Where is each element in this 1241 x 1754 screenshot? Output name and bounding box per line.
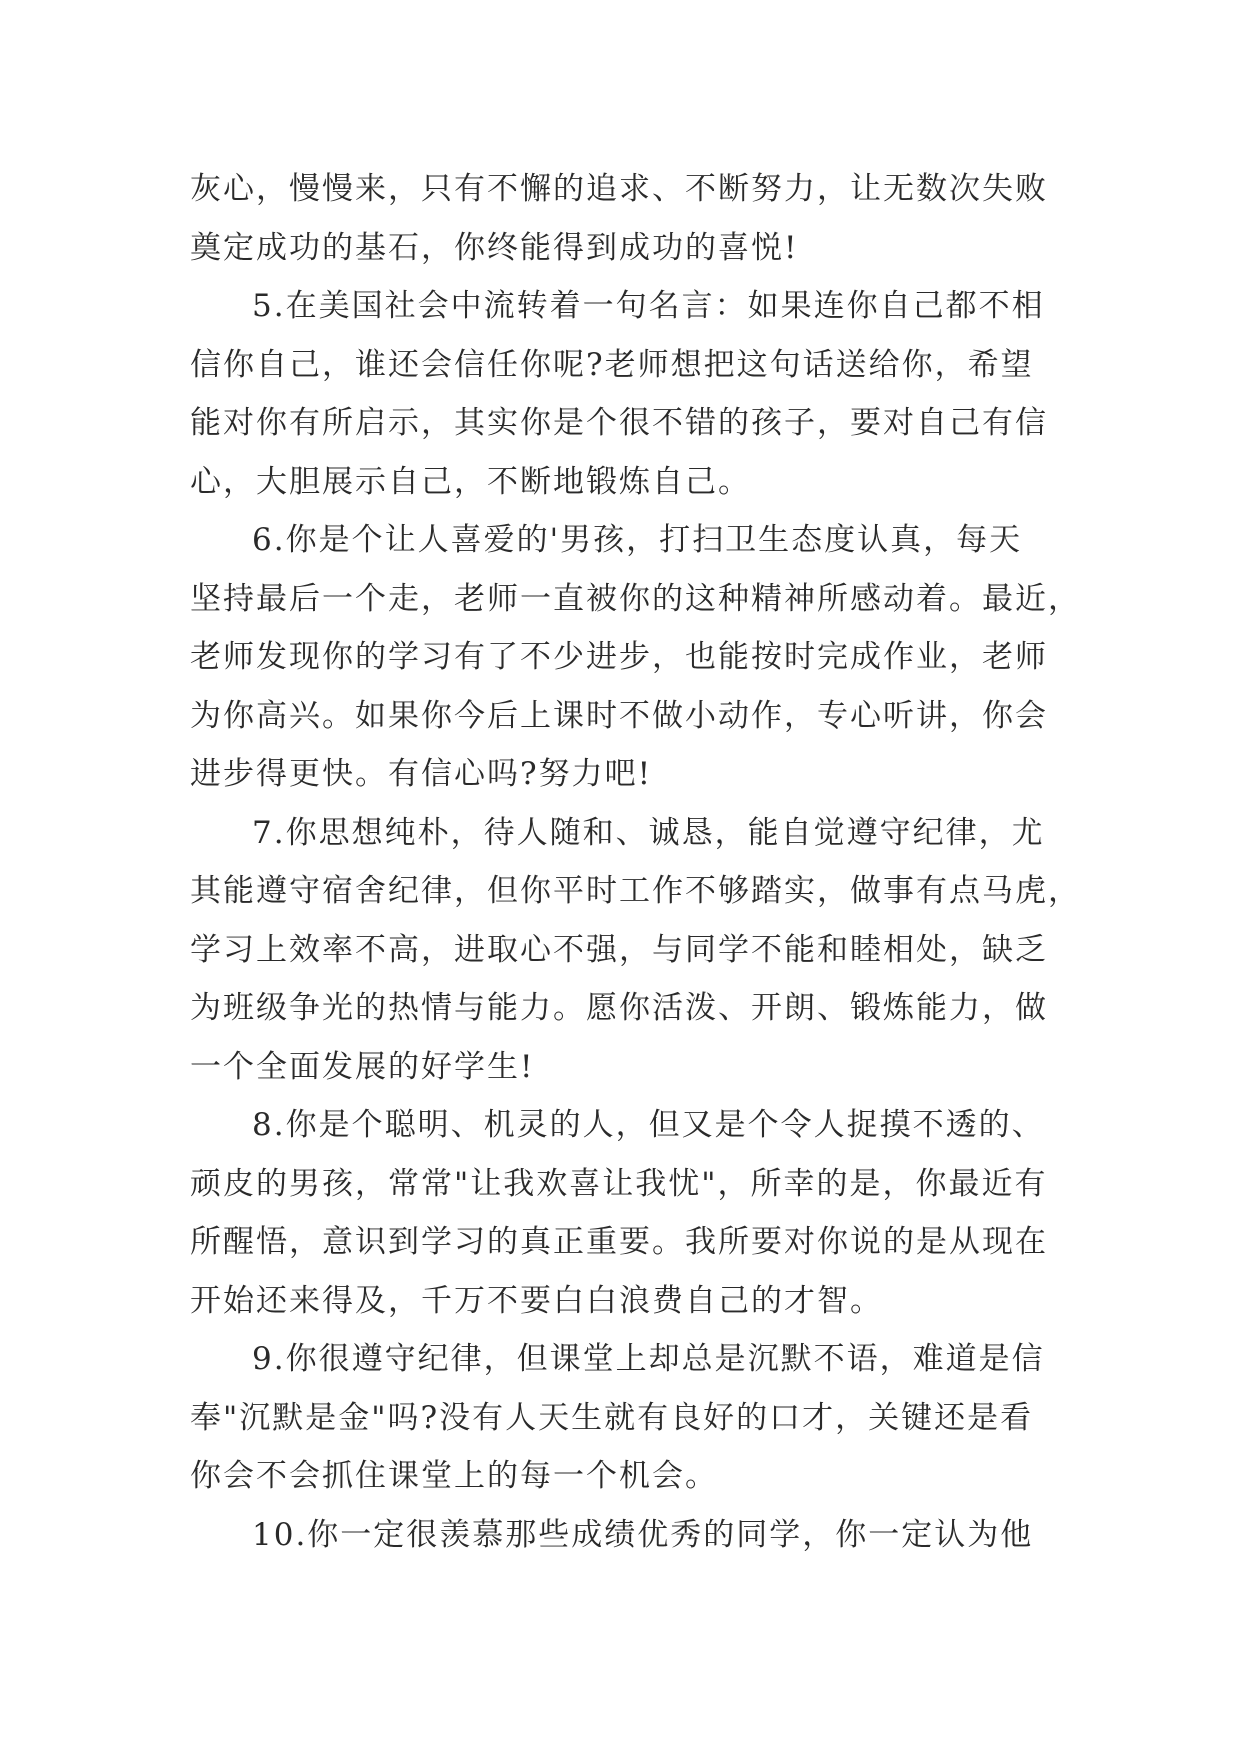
text-line: 能对你有所启示，其实你是个很不错的孩子，要对自己有信 xyxy=(190,405,1048,441)
text-line: 顽皮的男孩，常常"让我欢喜让我忧"，所幸的是，你最近有 xyxy=(190,1165,1048,1202)
text-line: 为班级争光的热情与能力。愿你活泼、开朗、锻炼能力，做 xyxy=(190,990,1048,1026)
text-line: 其能遵守宿舍纪律，但你平时工作不够踏实，做事有点马虎， xyxy=(190,873,1081,909)
document-body xyxy=(190,160,1081,1564)
text-line: 一个全面发展的好学生! xyxy=(190,1048,535,1085)
paragraph-start-line: 10.你一定很羡慕那些成绩优秀的同学，你一定认为他 xyxy=(252,1516,1034,1553)
text-line: 坚持最后一个走，老师一直被你的这种精神所感动着。最近， xyxy=(190,580,1081,617)
paragraph-start-line: 6.你是个让人喜爱的'男孩，打扫卫生态度认真，每天 xyxy=(252,522,1023,558)
paragraph-start-line: 5.在美国社会中流转着一句名言：如果连你自己都不相 xyxy=(252,288,1045,324)
text-line: 奠定成功的基石，你终能得到成功的喜悦! xyxy=(190,229,799,266)
text-line: 你会不会抓住课堂上的每一个机会。 xyxy=(190,1458,718,1494)
text-line: 学习上效率不高，进取心不强，与同学不能和睦相处，缺乏 xyxy=(190,931,1048,968)
text-line: 奉"沉默是金"吗?没有人天生就有良好的口才，关键还是看 xyxy=(190,1399,1034,1436)
text-line: 信你自己，谁还会信任你呢?老师想把这句话送给你，希望 xyxy=(190,346,1034,383)
paragraph-start-line: 9.你很遵守纪律，但课堂上却总是沉默不语，难道是信 xyxy=(252,1341,1045,1377)
paragraph-start-line: 7.你思想纯朴，待人随和、诚恳，能自觉遵守纪律，尤 xyxy=(252,814,1045,851)
text-line: 灰心，慢慢来，只有不懈的追求、不断努力，让无数次失败 xyxy=(190,171,1048,207)
text-line: 所醒悟，意识到学习的真正重要。我所要对你说的是从现在 xyxy=(190,1224,1048,1260)
text-line: 开始还来得及，千万不要白白浪费自己的才智。 xyxy=(190,1282,883,1319)
text-line: 心，大胆展示自己，不断地锻炼自己。 xyxy=(190,463,751,500)
text-line: 为你高兴。如果你今后上课时不做小动作，专心听讲，你会 xyxy=(190,697,1048,734)
text-line: 老师发现你的学习有了不少进步，也能按时完成作业，老师 xyxy=(190,639,1048,675)
paragraph-start-line: 8.你是个聪明、机灵的人，但又是个令人捉摸不透的、 xyxy=(252,1107,1045,1143)
text-line: 进步得更快。有信心吗?努力吧! xyxy=(190,756,653,792)
